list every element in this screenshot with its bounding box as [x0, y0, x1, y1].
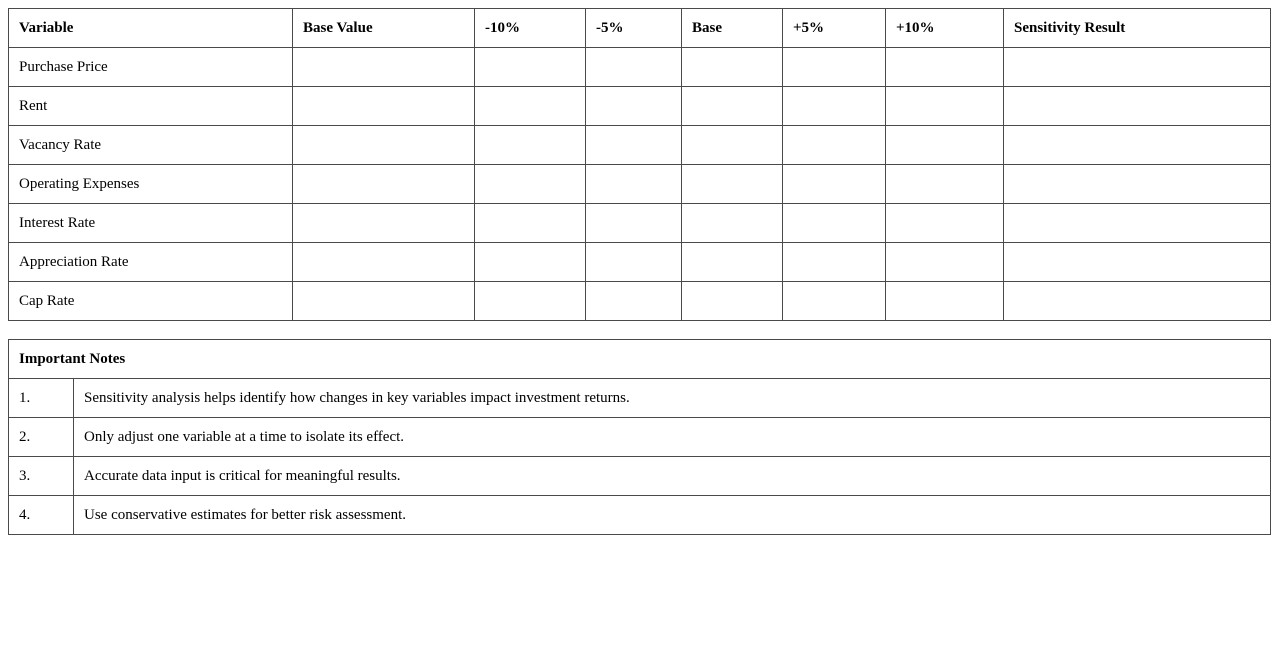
- table-cell: [475, 204, 586, 243]
- table-cell: [475, 87, 586, 126]
- variable-label: Rent: [9, 87, 293, 126]
- table-cell: [783, 126, 886, 165]
- table-cell: [475, 126, 586, 165]
- note-row: [9, 379, 1271, 418]
- table-cell: [293, 87, 475, 126]
- table-cell: [293, 165, 475, 204]
- table-cell: [886, 126, 1004, 165]
- table-cell: [783, 204, 886, 243]
- table-cell: [682, 87, 783, 126]
- header-base-value: Base Value: [293, 9, 475, 48]
- table-cell: [586, 87, 682, 126]
- note-number: 1.: [9, 379, 74, 418]
- notes-table: [8, 339, 1271, 535]
- header-base: Base: [682, 9, 783, 48]
- table-cell: [783, 48, 886, 87]
- variable-label: Purchase Price: [9, 48, 293, 87]
- table-cell: [586, 165, 682, 204]
- table-cell: [475, 282, 586, 321]
- table-cell: [586, 126, 682, 165]
- table-cell: [586, 204, 682, 243]
- variable-label: Vacancy Rate: [9, 126, 293, 165]
- sensitivity-table-body: [9, 48, 1271, 321]
- table-cell: [886, 165, 1004, 204]
- table-cell: [682, 165, 783, 204]
- note-row: [9, 496, 1271, 535]
- table-cell: [475, 48, 586, 87]
- table-row: [9, 165, 1271, 204]
- notes-title: Important Notes: [9, 340, 1271, 379]
- table-row: [9, 282, 1271, 321]
- table-cell: [586, 282, 682, 321]
- note-text: Only adjust one variable at a time to isolate its effect.: [74, 418, 1271, 457]
- table-cell: [293, 204, 475, 243]
- table-cell: [886, 87, 1004, 126]
- header-variable: Variable: [9, 9, 293, 48]
- note-text: Accurate data input is critical for meaningful results.: [74, 457, 1271, 496]
- table-cell: [1004, 204, 1271, 243]
- variable-label: Interest Rate: [9, 204, 293, 243]
- table-row: [9, 126, 1271, 165]
- table-cell: [682, 204, 783, 243]
- table-cell: [783, 243, 886, 282]
- note-number: 3.: [9, 457, 74, 496]
- sensitivity-table: [8, 8, 1271, 321]
- table-row: [9, 243, 1271, 282]
- table-cell: [783, 282, 886, 321]
- table-cell: [1004, 282, 1271, 321]
- table-cell: [682, 48, 783, 87]
- table-row: [9, 204, 1271, 243]
- header-sensitivity-result: Sensitivity Result: [1004, 9, 1271, 48]
- table-cell: [475, 165, 586, 204]
- header-plus-10: +10%: [886, 9, 1004, 48]
- note-text: Use conservative estimates for better risk assessment.: [74, 496, 1271, 535]
- table-cell: [293, 48, 475, 87]
- table-cell: [586, 48, 682, 87]
- notes-header-row: [9, 340, 1271, 379]
- note-row: [9, 418, 1271, 457]
- note-row: [9, 457, 1271, 496]
- table-cell: [475, 243, 586, 282]
- table-cell: [886, 243, 1004, 282]
- header-minus-10: -10%: [475, 9, 586, 48]
- table-cell: [1004, 243, 1271, 282]
- variable-label: Appreciation Rate: [9, 243, 293, 282]
- table-cell: [886, 48, 1004, 87]
- header-plus-5: +5%: [783, 9, 886, 48]
- table-cell: [886, 282, 1004, 321]
- table-cell: [1004, 87, 1271, 126]
- table-cell: [783, 165, 886, 204]
- note-text: Sensitivity analysis helps identify how changes in key variables impact investment returns.: [74, 379, 1271, 418]
- note-number: 2.: [9, 418, 74, 457]
- table-header-row: [9, 9, 1271, 48]
- table-cell: [293, 126, 475, 165]
- table-row: [9, 48, 1271, 87]
- table-cell: [682, 243, 783, 282]
- table-cell: [1004, 165, 1271, 204]
- header-minus-5: -5%: [586, 9, 682, 48]
- variable-label: Operating Expenses: [9, 165, 293, 204]
- table-cell: [1004, 126, 1271, 165]
- table-cell: [586, 243, 682, 282]
- table-cell: [682, 282, 783, 321]
- note-number: 4.: [9, 496, 74, 535]
- table-cell: [886, 204, 1004, 243]
- table-row: [9, 87, 1271, 126]
- table-cell: [1004, 48, 1271, 87]
- table-cell: [293, 243, 475, 282]
- table-cell: [293, 282, 475, 321]
- variable-label: Cap Rate: [9, 282, 293, 321]
- notes-table-body: [9, 379, 1271, 535]
- table-cell: [783, 87, 886, 126]
- table-cell: [682, 126, 783, 165]
